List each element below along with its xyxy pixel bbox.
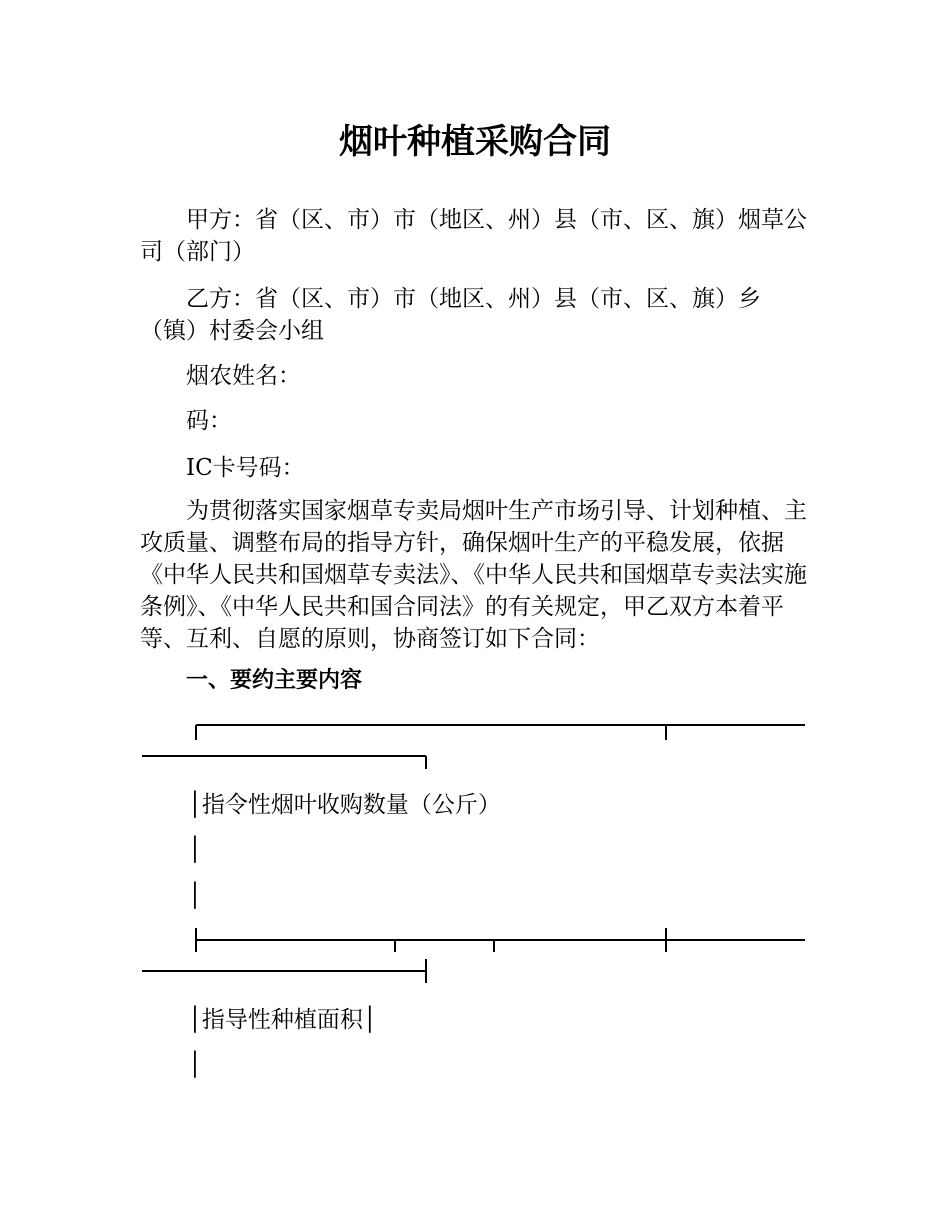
party-b-line: 乙方：省（区、市）市（地区、州）县（市、区、旗）乡（镇）村委会小组 <box>140 286 761 344</box>
preamble-paragraph: 为贯彻落实国家烟草专卖局烟叶生产市场引导、计划种植、主攻质量、调整布局的指导方针，确保烟叶生产的平稳发展，依据《中华人民共和国烟草专卖法》、《中华人民共和国烟草专卖法实施条例》、《中华人民共和国合同法》的有关规定，甲乙双方本着平等、互利、自愿的原则，协商签订如下合同： <box>140 498 807 652</box>
farmer-name-line: 烟农姓名： <box>186 363 301 389</box>
section-heading: 一、要约主要内容 <box>186 668 363 693</box>
table-row-empty-2: │ <box>188 883 202 909</box>
party-a-line: 甲方：省（区、市）市（地区、州）县（市、区、旗）烟草公司（部门） <box>140 207 807 265</box>
code-line: 码： <box>186 408 232 434</box>
table-row-area: │指导性种植面积│ <box>188 1007 377 1033</box>
document-title: 烟叶种植采购合同 <box>339 122 611 162</box>
table-row-empty-3: │ <box>188 1052 202 1078</box>
table-row-empty-1: │ <box>188 837 202 863</box>
ic-card-line: IC卡号码： <box>186 455 305 481</box>
table-row-quantity: │指令性烟叶收购数量（公斤） <box>188 792 501 818</box>
